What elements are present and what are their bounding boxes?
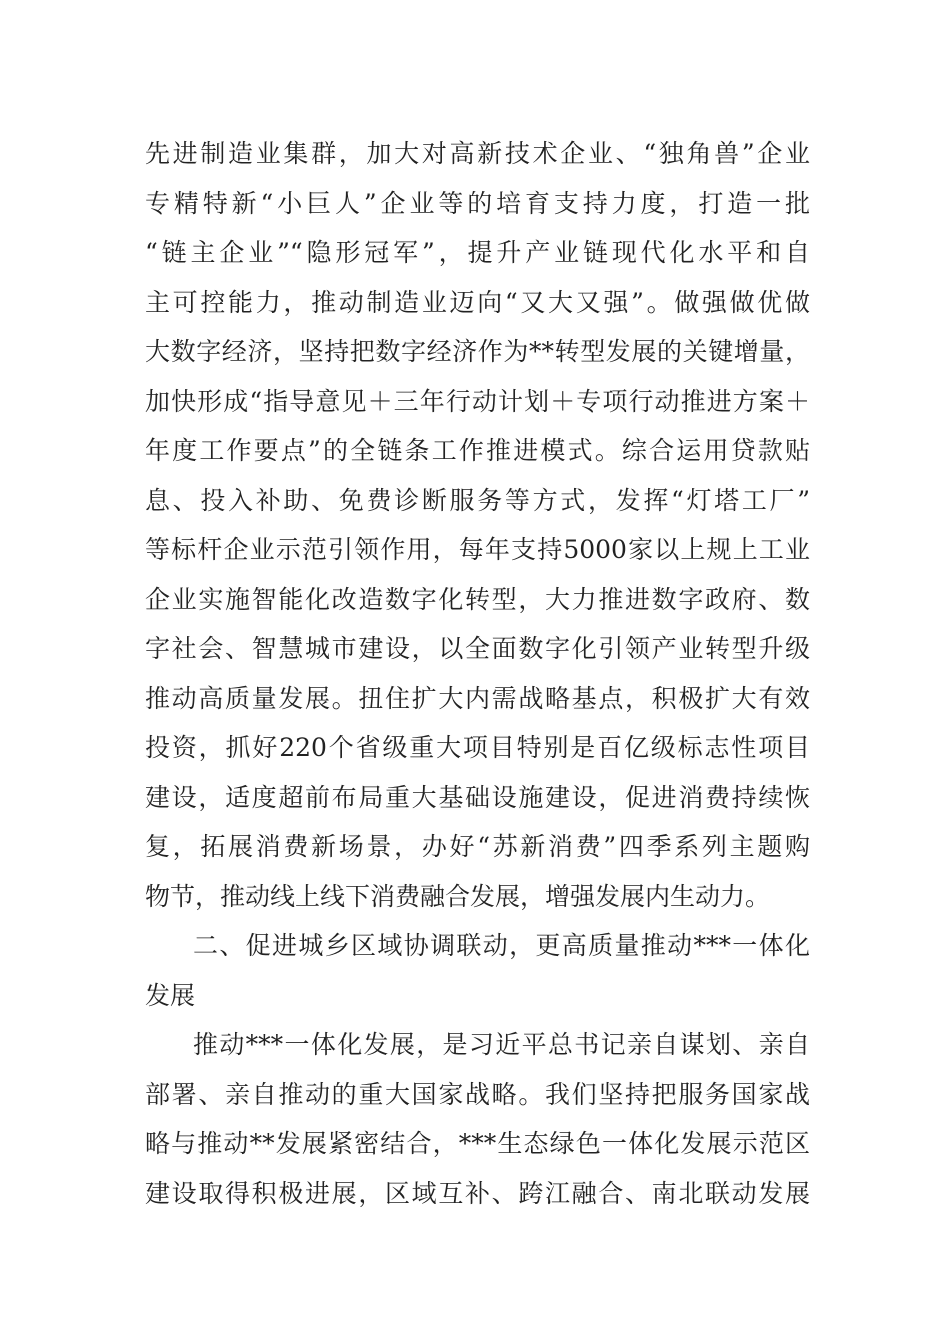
text-line: 主可控能力，推动制造业迈向“又大又强”。做强做优做 [145,288,810,317]
text-line: 专精特新“小巨人”企业等的培育支持力度，打造一批 [145,189,810,218]
text-line: 推动***一体化发展，是习近平总书记亲自谋划、亲自 [193,1030,810,1059]
text-line: 年度工作要点”的全链条工作推进模式。综合运用贷款贴 [145,436,810,465]
text-line: “链主企业”“隐形冠军”，提升产业链现代化水平和自 [145,238,810,267]
text-line: 物节，推动线上线下消费融合发展，增强发展内生动力。 [145,882,771,911]
text-line: 建设取得积极进展，区域互补、跨江融合、南北联动发展 [145,1179,810,1208]
section-heading: 二、促进城乡区域协调联动，更高质量推动***一体化 [193,931,810,960]
section-heading-continued: 发展 [145,981,196,1010]
text-line: 部署、亲自推动的重大国家战略。我们坚持把服务国家战 [145,1080,810,1109]
text-line: 等标杆企业示范引领作用，每年支持5000家以上规上工业 [145,535,810,564]
text-line: 复，拓展消费新场景，办好“苏新消费”四季系列主题购 [145,832,810,861]
text-line: 略与推动**发展紧密结合，***生态绿色一体化发展示范区 [145,1129,810,1158]
text-line: 建设，适度超前布局重大基础设施建设，促进消费持续恢 [145,783,810,812]
text-line: 推动高质量发展。扭住扩大内需战略基点，积极扩大有效 [145,684,810,713]
text-line: 企业实施智能化改造数字化转型，大力推进数字政府、数 [145,585,810,614]
text-line: 字社会、智慧城市建设，以全面数字化引领产业转型升级 [145,634,810,663]
text-line: 大数字经济，坚持把数字经济作为**转型发展的关键增量， [145,337,810,366]
text-line: 投资，抓好220个省级重大项目特别是百亿级标志性项目 [145,733,810,762]
text-line: 先进制造业集群，加大对高新技术企业、“独角兽”企业 [145,139,810,168]
text-line: 加快形成“指导意见＋三年行动计划＋专项行动推进方案＋ [145,387,810,416]
text-line: 息、投入补助、免费诊断服务等方式，发挥“灯塔工厂” [145,486,810,515]
